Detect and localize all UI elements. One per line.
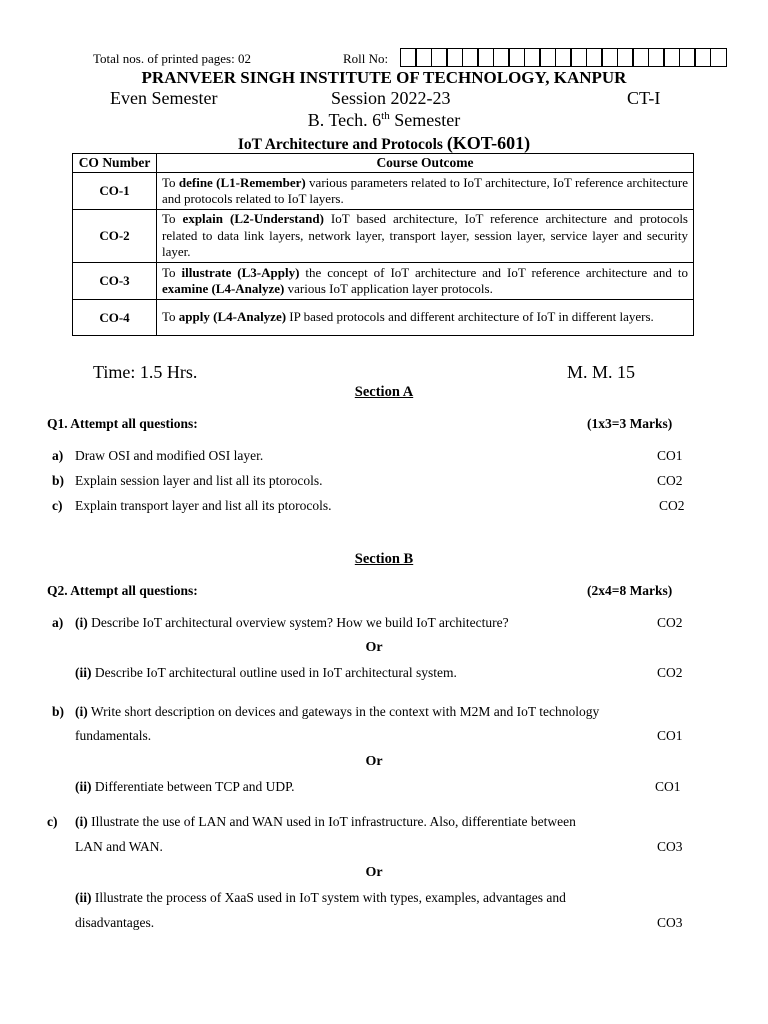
q2b-label: b) [52,704,65,719]
q2a-ii-co: CO2 [657,665,683,680]
roll-no-box [400,48,417,67]
q2c-label: c) [47,814,58,829]
q2b-ii-co: CO1 [655,779,681,794]
q2b-i-text: (i) Write short description on devices and gateways in the context with M2M and IoT technology [75,704,600,719]
q1b-text: Explain session layer and list all its ptorocols. [75,473,323,488]
test-name: CT-I [627,88,661,108]
q2c-ii-co: CO3 [657,915,683,930]
roll-no-box [524,48,541,67]
co-number: CO-1 [73,173,157,210]
q1-heading: Q1. Attempt all questions: [47,416,198,431]
roll-no-label: Roll No: [343,51,389,66]
q2a-i-co: CO2 [657,615,683,630]
or-label: Or [365,640,383,655]
q2c-i-text-cont: LAN and WAN. [75,839,163,854]
q2c-i-co: CO3 [657,839,683,854]
q1a-co: CO1 [657,448,683,463]
q1c-label: c) [52,498,63,513]
or-label: Or [365,754,383,769]
roll-no-box [570,48,587,67]
q1c-text: Explain transport layer and list all its ptorocols. [75,498,332,513]
co-description: To illustrate (L3-Apply) the concept of IoT architecture and IoT reference architecture and to examine (L4-Analyze) various IoT application layer protocols. [157,263,694,300]
roll-no-box [508,48,525,67]
q2c-ii-text-cont: disadvantages. [75,915,155,930]
roll-no-box [539,48,556,67]
q2c-i-text: (i) Illustrate the use of LAN and WAN used in IoT infrastructure. Also, differentiate between [75,814,576,829]
section-b-title: Section B [354,551,414,567]
table-row [73,300,694,336]
roll-no-box [431,48,448,67]
roll-no-box [710,48,727,67]
q1a-label: a) [52,448,64,463]
table-row [73,173,694,210]
q2-marks: (2x4=8 Marks) [587,583,673,598]
exam-time: Time: 1.5 Hrs. [93,362,198,382]
roll-no-box [462,48,479,67]
roll-no-box [632,48,649,67]
co-number: CO-4 [73,300,157,336]
roll-no-boxes [401,48,727,67]
q1b-label: b) [52,473,65,488]
q1a-text: Draw OSI and modified OSI layer. [75,448,264,463]
co-description: To define (L1-Remember) various parameters related to IoT architecture, IoT reference architecture and protocols related to IoT layers. [157,173,694,210]
subject-code: (KOT-601) [446,133,531,153]
q2b-i-text-cont: fundamentals. [75,728,152,743]
table-row [73,263,694,300]
co-number: CO-3 [73,263,157,300]
q2c-ii-text: (ii) Illustrate the process of XaaS used in IoT system with types, examples, advantages and [75,890,566,905]
co-number-header: CO Number [73,154,157,173]
semester-type: Even Semester [110,88,218,108]
roll-no-box [493,48,510,67]
institute-name: PRANVEER SINGH INSTITUTE OF TECHNOLOGY, KANPUR [141,68,627,87]
q1c-co: CO2 [659,498,685,513]
roll-no-box [415,48,432,67]
q2a-i-text: (i) Describe IoT architectural overview system? How we build IoT architecture? [75,615,509,630]
q2b-ii-text: (ii) Differentiate between TCP and UDP. [75,779,295,794]
course-semester: B. Tech. 6th Semester [307,110,461,130]
course-outcome-table [72,153,694,336]
q1-marks: (1x3=3 Marks) [587,416,673,431]
table-row [73,210,694,263]
roll-no-box [446,48,463,67]
roll-no-box [601,48,618,67]
roll-no-box [555,48,572,67]
q2a-label: a) [52,615,64,630]
q1b-co: CO2 [657,473,683,488]
table-header-row [73,154,694,173]
co-number: CO-2 [73,210,157,263]
roll-no-box [663,48,680,67]
or-label: Or [365,865,383,880]
co-description: To apply (L4-Analyze) IP based protocols and different architecture of IoT in different layers. [157,300,694,336]
max-marks: M. M. 15 [567,362,636,382]
course-outcome-header: Course Outcome [157,154,694,173]
roll-no-box [648,48,665,67]
roll-no-box [694,48,711,67]
roll-no-box [617,48,634,67]
q2b-i-co: CO1 [657,728,683,743]
section-a-title: Section A [354,384,414,400]
subject-title: IoT Architecture and Protocols (KOT-601) [237,133,531,153]
printed-pages: Total nos. of printed pages: 02 [93,51,251,66]
roll-no-box [586,48,603,67]
co-description: To explain (L2-Understand) IoT based architecture, IoT reference architecture and protocols related to data link layers, network layer, transport layer, session layer, service layer and security layer. [157,210,694,263]
q2a-ii-text: (ii) Describe IoT architectural outline used in IoT architectural system. [75,665,457,680]
roll-no-box [477,48,494,67]
roll-no-box [679,48,696,67]
q2-heading: Q2. Attempt all questions: [47,583,198,598]
session: Session 2022-23 [331,88,451,108]
